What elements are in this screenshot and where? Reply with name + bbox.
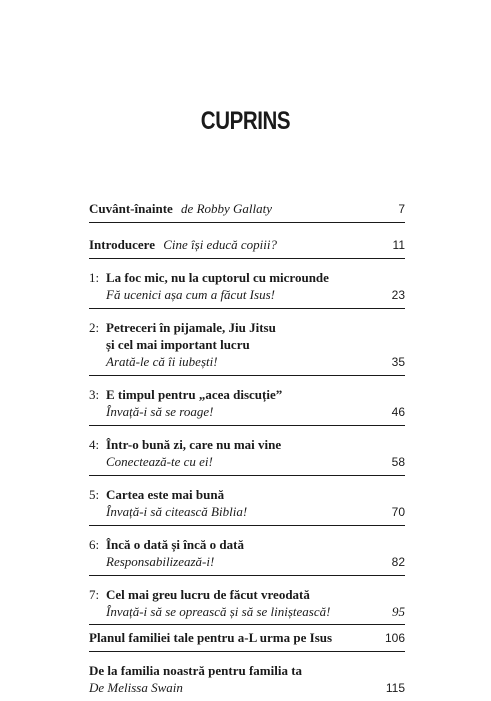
entry-page-number: 7 <box>398 202 405 216</box>
toc-entry-chapter-6[interactable] <box>89 526 405 576</box>
entry-page-number: 58 <box>391 455 405 469</box>
entry-subtitle: Responsabilizează-i! <box>106 554 215 569</box>
entry-page-number: 46 <box>391 405 405 419</box>
entry-subtitle: Arată-le că îi iubești! <box>106 354 218 369</box>
chapter-number: 4: <box>89 437 100 452</box>
entry-page-number: 70 <box>391 505 405 519</box>
chapter-number: 3: <box>89 387 100 402</box>
entry-title: De la familia noastră pentru familia ta <box>89 663 303 678</box>
table-of-contents <box>89 196 405 701</box>
chapter-number: 1: <box>89 270 100 285</box>
entry-title: La foc mic, nu la cuptorul cu microunde <box>106 270 329 285</box>
entry-title: Cel mai greu lucru de făcut vreodată <box>106 587 310 602</box>
toc-entry-chapter-1[interactable] <box>89 259 405 309</box>
entry-page-number: 11 <box>392 238 405 252</box>
entry-page-number: 115 <box>385 681 405 695</box>
entry-title: Cuvânt-înainte <box>89 201 173 216</box>
entry-subtitle: Conectează-te cu ei! <box>106 454 213 469</box>
entry-subtitle: Învață-i să se oprească și să se liniștească! <box>106 604 331 619</box>
toc-entry-chapter-3[interactable] <box>89 376 405 426</box>
toc-entry-foreword[interactable] <box>89 196 405 223</box>
entry-page-number: 82 <box>391 555 405 569</box>
page-title: CUPRINS <box>200 107 291 135</box>
toc-entry-chapter-7[interactable] <box>89 576 405 625</box>
entry-page-number: 23 <box>391 288 405 302</box>
entry-page-number: 106 <box>384 631 405 645</box>
entry-title: Cartea este mai bună <box>106 487 225 502</box>
toc-entry-chapter-4[interactable] <box>89 426 405 476</box>
entry-page-number: 95 <box>392 604 405 619</box>
chapter-number: 6: <box>89 537 100 552</box>
chapter-number: 5: <box>89 487 100 502</box>
entry-title: Planul familiei tale pentru a-L urma pe Isus <box>89 630 333 645</box>
entry-page-number: 35 <box>391 355 405 369</box>
toc-entry-introduction[interactable] <box>89 223 405 259</box>
entry-title: Încă o dată și încă o dată <box>106 537 244 552</box>
toc-entry-chapter-2[interactable] <box>89 309 405 376</box>
entry-title-line-2: și cel mai important lucru <box>106 337 250 352</box>
entry-subtitle: Învață-i să citească Biblia! <box>106 504 248 519</box>
entry-subtitle: de Robby Gallaty <box>181 201 273 216</box>
entry-subtitle: De Melissa Swain <box>89 680 183 695</box>
toc-entry-from-our-family[interactable] <box>89 652 405 701</box>
entry-title: Într-o bună zi, care nu mai vine <box>106 437 282 452</box>
chapter-number: 2: <box>89 320 100 335</box>
toc-entry-family-plan[interactable] <box>89 625 405 652</box>
entry-subtitle: Cine își educă copiii? <box>163 237 277 252</box>
entry-subtitle: Fă ucenici așa cum a făcut Isus! <box>106 287 275 302</box>
toc-entry-chapter-5[interactable] <box>89 476 405 526</box>
entry-title: Petreceri în pijamale, Jiu Jitsu <box>106 320 276 335</box>
chapter-number: 7: <box>89 587 100 602</box>
entry-title: Introducere <box>89 237 155 252</box>
entry-title: E timpul pentru „acea discuție” <box>106 387 283 402</box>
entry-subtitle: Învață-i să se roage! <box>106 404 214 419</box>
